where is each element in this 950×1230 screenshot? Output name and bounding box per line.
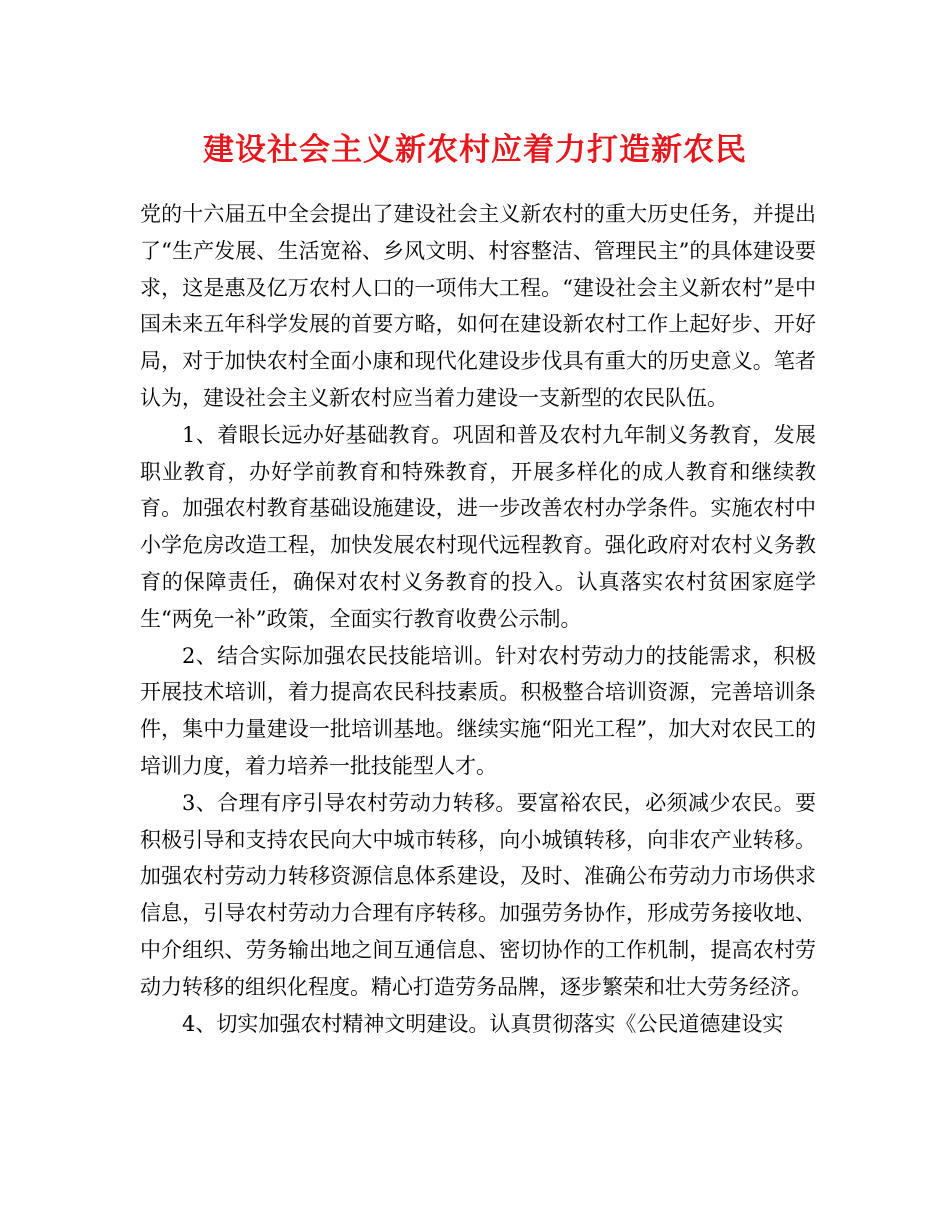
document-body (140, 196, 816, 1042)
paragraph-1: 1、着眼长远办好基础教育。巩固和普及农村九年制义务教育，发展职业教育，办好学前教育和特殊教育，开展多样化的成人教育和继续教育。加强农村教育基础设施建设，进一步改善农村办学条件。实施农村中小学危房改造工程，加快发展农村现代远程教育。强化政府对农村义务教育的保障责任，确保对农村义务教育的投入。认真落实农村贫困家庭学生“两免一补”政策，全面实行教育收费公示制。 (140, 422, 816, 631)
paragraph-2: 2、结合实际加强农民技能培训。针对农村劳动力的技能需求，积极开展技术培训，着力提高农民科技素质。积极整合培训资源，完善培训条件，集中力量建设一批培训基地。继续实施“阳光工程”，加大对农民工的培训力度，着力培养一批技能型人才。 (140, 643, 816, 778)
paragraph-intro: 党的十六届五中全会提出了建设社会主义新农村的重大历史任务，并提出了“生产发展、生活宽裕、乡风文明、村容整洁、管理民主”的具体建设要求，这是惠及亿万农村人口的一项伟大工程。“建设社会主义新农村”是中国未来五年科学发展的首要方略，如何在建设新农村工作上起好步、开好局，对于加快农村全面小康和现代化建设步伐具有重大的历史意义。笔者认为，建设社会主义新农村应当着力建设一支新型的农民队伍。 (140, 202, 816, 410)
paragraph-3: 3、合理有序引导农村劳动力转移。要富裕农民，必须减少农民。要积极引导和支持农民向大中城市转移，向小城镇转移，向非农产业转移。加强农村劳动力转移资源信息体系建设，及时、准确公布劳动力市场供求信息，引导农村劳动力合理有序转移。加强劳务协作，形成劳务接收地、中介组织、劳务输出地之间互通信息、密切协作的工作机制，提高农村劳动力转移的组织化程度。精心打造劳务品牌，逐步繁荣和壮大劳务经济。 (140, 790, 816, 999)
document-title: 建设社会主义新农村应着力打造新农民 (203, 132, 747, 168)
paragraph-4: 4、切实加强农村精神文明建设。认真贯彻落实《公民道德建设实 (182, 1011, 784, 1036)
